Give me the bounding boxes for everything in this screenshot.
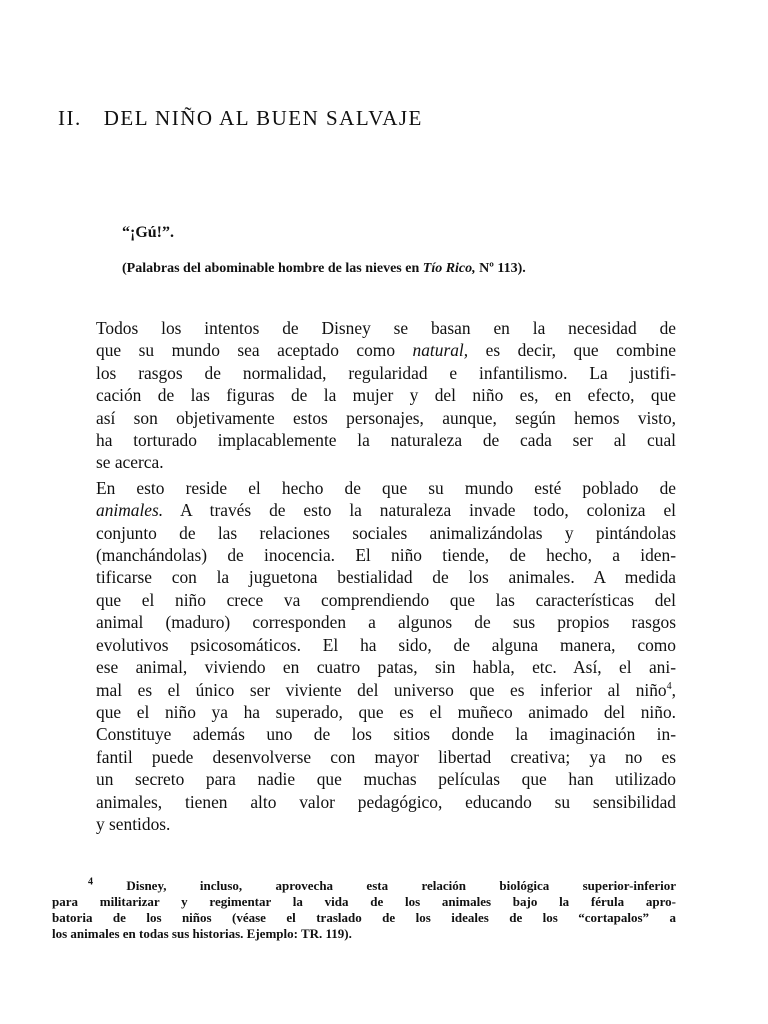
paragraph-1 xyxy=(54,317,676,474)
text-line: evolutivos psicosomáticos. El ha sido, de alguna manera, como xyxy=(96,634,676,655)
emphasis-natural: natural, xyxy=(412,340,469,361)
text-line: Constituye además uno de los sitios donde la imaginación in- xyxy=(96,724,676,745)
footnote-line: batoria de los niños (véase el traslado de los ideales de los “cortapalos” a xyxy=(52,910,676,925)
text-line xyxy=(54,679,676,701)
footnote-line: los animales en todas sus historias. Ejemplo: TR. 119). xyxy=(52,926,352,941)
epigraph-source-text: (Palabras del abominable hombre de las nieves en xyxy=(122,261,423,276)
text-line: fantil puede desenvolverse con mayor libertad creativa; ya no es xyxy=(96,746,676,767)
text-line: animales, tienen alto valor pedagógico, educando su sensibilidad xyxy=(96,791,676,812)
text-span: es decir, que combine xyxy=(468,340,676,361)
chapter-number: II. xyxy=(58,106,82,131)
footnote-reference: 4 xyxy=(666,680,672,692)
text-line: animal (maduro) corresponden a algunos de sus propios rasgos xyxy=(96,612,676,633)
chapter-title-text: DEL NIÑO AL BUEN SALVAJE xyxy=(103,106,423,131)
footnote xyxy=(52,878,676,942)
text-span: mal es el único ser viviente del universo que es inferior al niño xyxy=(96,679,667,700)
text-line: que el niño ya ha superado, que es el muñeco animado del niño. xyxy=(96,701,676,722)
epigraph-quote: “¡Gú!”. xyxy=(122,224,174,241)
text-line: se acerca. xyxy=(96,452,164,473)
text-line: que el niño crece va comprendiendo que las características del xyxy=(96,589,676,610)
text-span: , xyxy=(671,679,676,700)
text-line: los rasgos de normalidad, regularidad e infantilismo. La justifi- xyxy=(96,362,676,383)
text-line: tificarse con la juguetona bestialidad de los animales. A medida xyxy=(96,567,676,588)
text-span: Disney, incluso, aprovecha esta relación biológica superior-inferior xyxy=(93,878,676,893)
text-line xyxy=(54,339,676,361)
text-span: que su mundo sea aceptado como xyxy=(96,340,413,361)
epigraph-source xyxy=(122,258,677,279)
paragraph-2 xyxy=(54,477,676,836)
text-line: un secreto para nadie que muchas películas que han utilizado xyxy=(96,769,676,790)
epigraph-source-issue: Nº 113). xyxy=(475,261,526,276)
text-line: Todos los intentos de Disney se basan en la necesidad de xyxy=(96,318,676,338)
text-line: y sentidos. xyxy=(96,813,171,834)
epigraph xyxy=(122,224,677,279)
text-line: ha torturado implacablemente la naturaleza de cada ser al cual xyxy=(96,430,676,451)
text-line xyxy=(54,499,676,521)
text-line: cación de las figuras de la mujer y del niño es, en efecto, que xyxy=(96,385,676,406)
footnote-line: para militarizar y regimentar la vida de los animales bajo la férula apro- xyxy=(52,894,676,909)
text-line: (manchándolas) de inocencia. El niño tiende, de hecho, a iden- xyxy=(96,545,676,566)
text-line: ese animal, viviendo en cuatro patas, sin habla, etc. Así, el ani- xyxy=(96,657,676,678)
epigraph-source-title: Tío Rico, xyxy=(422,261,476,276)
text-line: En esto reside el hecho de que su mundo esté poblado de xyxy=(96,477,676,498)
text-span: A través de esto la naturaleza invade todo, coloniza el xyxy=(163,500,676,521)
chapter-title xyxy=(58,106,423,131)
emphasis-animales: animales. xyxy=(96,500,164,521)
body-text xyxy=(54,317,676,835)
text-line: conjunto de las relaciones sociales animalizándolas y pintándolas xyxy=(96,522,676,543)
text-line: así son objetivamente estos personajes, aunque, según hemos visto, xyxy=(96,407,676,428)
footnote-marker: 4 xyxy=(88,876,93,888)
footnote-line xyxy=(52,878,676,894)
